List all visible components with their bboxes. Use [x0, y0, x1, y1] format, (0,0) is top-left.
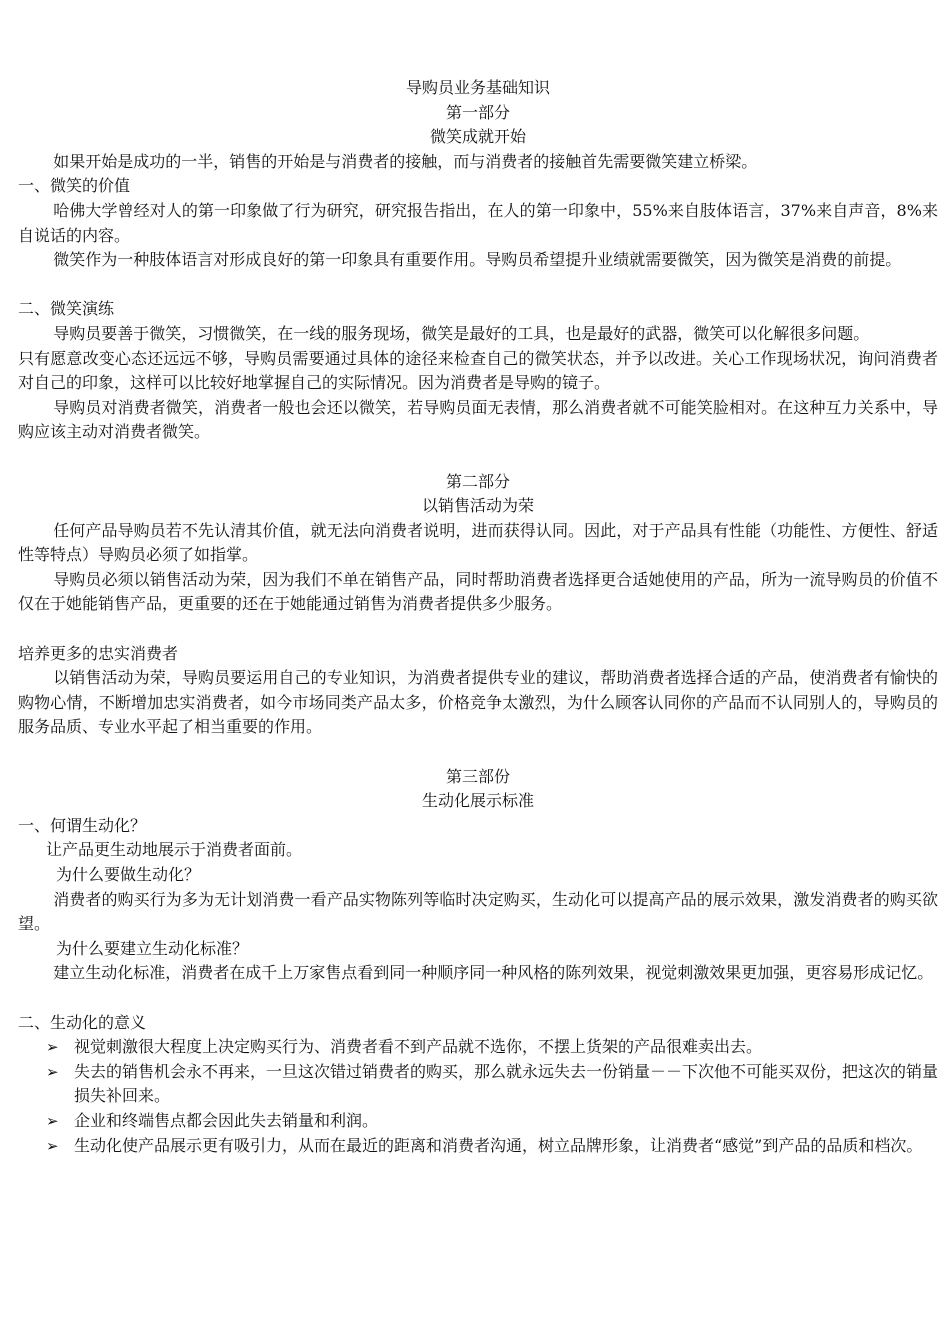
part1-sec1-title: 一、微笑的价值	[18, 176, 131, 196]
blank-line	[18, 273, 938, 298]
list-item	[18, 1109, 938, 1134]
part2-subtitle: 培养更多的忠实消费者	[18, 643, 179, 663]
part2-label: 第二部分	[445, 471, 510, 491]
blank-line	[18, 445, 938, 470]
list-item-text: 生动化使产品展示更有吸引力，从而在最近的距离和消费者沟通，树立品牌形象，让消费者“感觉”到产品的品质和档次。	[74, 1135, 923, 1155]
part1-sec2-paragraph-2: 只有愿意改变心态还远远不够，导购员需要通过具体的途径来检查自己的微笑状态，并予以改进。关心工作现场状况，询问消费者对自己的印象，这样可以比较好地掌握自己的实际情况。因为消费者是导购的镜子。	[18, 348, 938, 393]
part3-sec2-title: 二、生动化的意义	[18, 1012, 147, 1032]
part1-heading: 微笑成就开始	[429, 127, 526, 147]
list-item	[18, 1134, 938, 1159]
document-page	[18, 76, 938, 1158]
part1-sec2-title: 二、微笑演练	[18, 299, 115, 319]
part3-heading: 生动化展示标准	[421, 791, 534, 811]
part2-paragraph-2: 导购员必须以销售活动为荣，因为我们不单在销售产品，同时帮助消费者选择更合适她使用的产品，所为一流导购员的价值不仅在于她能销售产品，更重要的还在于她能通过销售为消费者提供多少服务。	[18, 569, 938, 614]
part1-sec1-paragraph-1: 哈佛大学曾经对人的第一印象做了行为研究，研究报告指出，在人的第一印象中，55%来自肢体语言，37%来自声音，8%来自说话的内容。	[18, 200, 938, 245]
blank-line	[18, 986, 938, 1011]
part1-intro: 如果开始是成功的一半，销售的开始是与消费者的接触，而与消费者的接触首先需要微笑建立桥梁。	[53, 151, 758, 171]
part3-label: 第三部份	[445, 766, 510, 786]
blank-line	[18, 740, 938, 765]
part2-paragraph-1: 任何产品导购员若不先认清其价值，就无法向消费者说明，进而获得认同。因此，对于产品具有性能（功能性、方便性、舒适性等特点）导购员必须了如指掌。	[18, 520, 938, 565]
list-item-text: 企业和终端售点都会因此失去销量和利润。	[74, 1110, 379, 1130]
list-item	[18, 1060, 938, 1109]
part1-sec2-paragraph-1: 导购员要善于微笑，习惯微笑，在一线的服务现场，微笑是最好的工具，也是最好的武器，微笑可以化解很多问题。	[53, 323, 870, 343]
arrow-bullet-icon: ➢	[46, 1111, 59, 1130]
part3-question-1: 为什么要做生动化？	[56, 865, 201, 884]
part3-sec1-title: 一、何谓生动化？	[18, 815, 147, 835]
part1-label: 第一部分	[445, 102, 510, 122]
arrow-bullet-icon: ➢	[46, 1038, 59, 1057]
part1-sec2-paragraph-3: 导购员对消费者微笑，消费者一般也会还以微笑，若导购员面无表情，那么消费者就不可能笑脸相对。在这种互力关系中，导购应该主动对消费者微笑。	[18, 397, 938, 442]
part1-sec1-paragraph-2: 微笑作为一种肢体语言对形成良好的第一印象具有重要作用。导购员希望提升业绩就需要微笑，因为微笑是消费的前提。	[53, 250, 902, 270]
arrow-bullet-icon: ➢	[46, 1136, 59, 1155]
list-item-text: 失去的销售机会永不再来，一旦这次错过销费者的购买，那么就永远失去一份销量－－下次他不可能买双份，把这次的销量损失补回来。	[74, 1061, 939, 1106]
part3-question-2: 为什么要建立生动化标准？	[56, 938, 249, 958]
part2-paragraph-3: 以销售活动为荣，导购员要运用自己的专业知识，为消费者提供专业的建议，帮助消费者选择合适的产品，使消费者有愉快的购物心情，不断增加忠实消费者，如今市场同类产品太多，价格竞争太激烈，为什么顾客认同你的产品而不认同别人的，导购员的服务品质、专业水平起了相当重要的作用。	[18, 668, 938, 737]
document-title: 导购员业务基础知识	[405, 78, 550, 97]
part3-answer-1: 消费者的购买行为多为无计划消费一看产品实物陈列等临时决定购买，生动化可以提高产品的展示效果，激发消费者的购买欲望。	[18, 889, 938, 934]
list-item-text: 视觉刺激很大程度上决定购买行为、消费者看不到产品就不选你，不摆上货架的产品很难卖出去。	[74, 1037, 763, 1057]
arrow-bullet-icon: ➢	[46, 1062, 59, 1081]
part3-sec1-answer: 让产品更生动地展示于消费者面前。	[46, 840, 303, 860]
part3-answer-2: 建立生动化标准，消费者在成千上万家售点看到同一种顺序同一种风格的陈列效果，视觉刺激效果更加强，更容易形成记忆。	[53, 963, 934, 983]
blank-line	[18, 617, 938, 642]
part2-heading: 以销售活动为荣	[421, 496, 534, 516]
part3-bullet-list	[18, 1035, 938, 1158]
list-item	[18, 1035, 938, 1060]
